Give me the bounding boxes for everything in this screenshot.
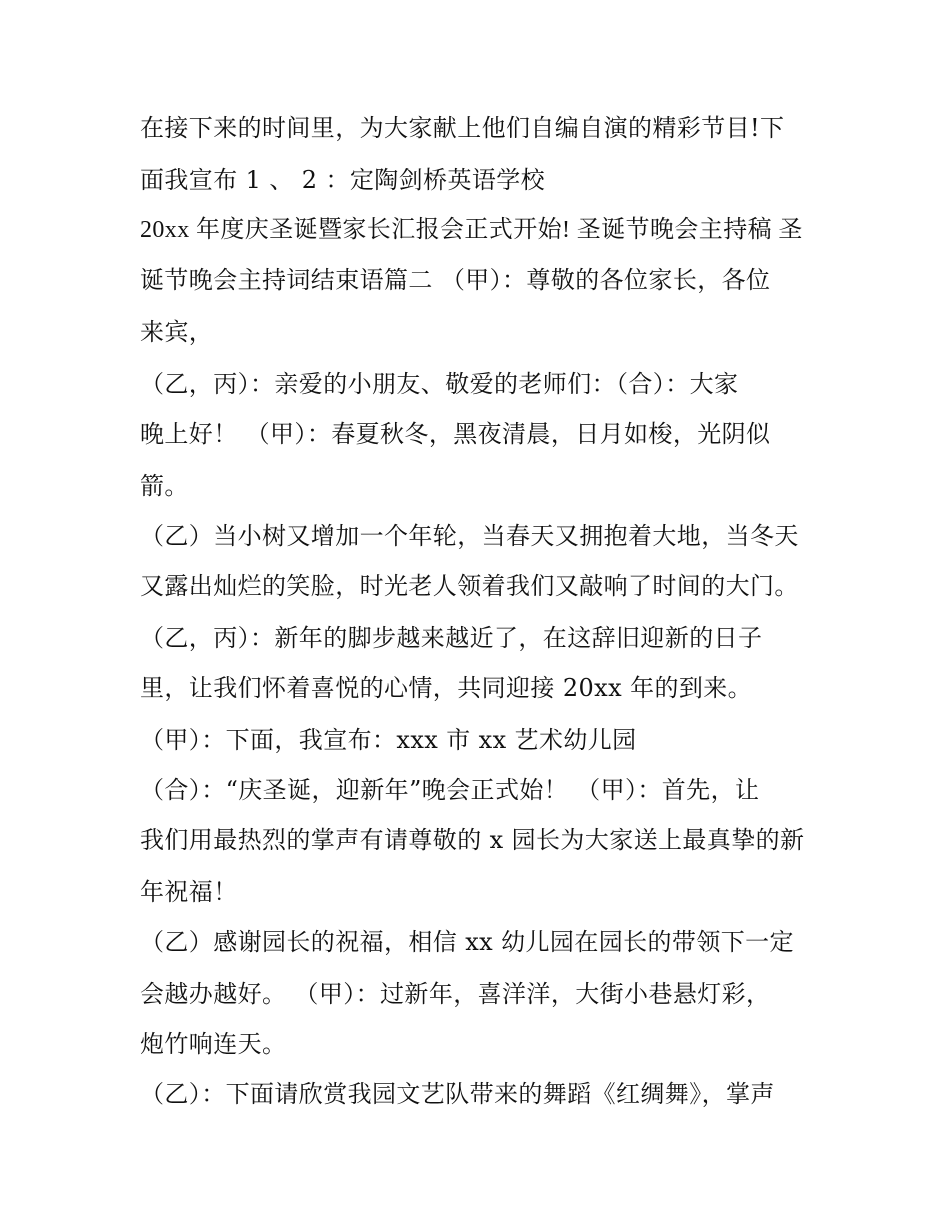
text-line: （乙）当小树又增加一个年轮，当春天又拥抱着大地，当冬天 — [140, 522, 799, 550]
text-line: 诞节晚会主持词结束语篇二 （甲）：尊敬的各位家长，各位 — [140, 266, 771, 294]
text-line: 来宾， — [140, 318, 214, 346]
text-line: 会越办越好。 （甲）：过新年，喜洋洋，大街小巷悬灯彩， — [140, 980, 771, 1008]
text-line: 炮竹响连天。 — [140, 1030, 287, 1058]
text-line: （乙，丙）：亲爱的小朋友、敬爱的老师们：（合）：大家 — [140, 370, 739, 398]
text-line: （乙）感谢园长的祝福，相信 xx 幼儿园在园长的带领下一定 — [140, 928, 794, 956]
text-line: 箭。 — [140, 472, 189, 500]
text-line: （甲）：下面，我宣布：xxx 市 xx 艺术幼儿园 — [140, 726, 637, 754]
text-line: （乙，丙）：新年的脚步越来越近了，在这辞旧迎新的日子 — [140, 624, 763, 652]
text-line: 在接下来的时间里，为大家献上他们自编自演的精彩节目!下 — [140, 114, 785, 142]
text-line: 里，让我们怀着喜悦的心情，共同迎接 20xx 年的到来。 — [140, 674, 753, 702]
text-line: 晚上好！ （甲）：春夏秋冬，黑夜清晨，日月如梭，光阴似 — [140, 420, 771, 448]
text-line: 又露出灿烂的笑脸，时光老人领着我们又敲响了时间的大门。 — [140, 572, 799, 600]
text-line: 面我宣布 1 、 2 ：定陶剑桥英语学校 — [140, 166, 546, 194]
text-line: 我们用最热烈的掌声有请尊敬的 x 园长为大家送上最真挚的新 — [140, 826, 805, 854]
text-line: （合）：“庆圣诞，迎新年”晚会正式始！ （甲）：首先，让 — [140, 776, 760, 804]
text-line: 20xx 年度庆圣诞暨家长汇报会正式开始! 圣诞节晚会主持稿 圣 — [140, 217, 803, 243]
text-line: （乙）：下面请欣赏我园文艺队带来的舞蹈《红绸舞》，掌声 — [140, 1080, 775, 1108]
text-line: 年祝福！ — [140, 878, 238, 906]
